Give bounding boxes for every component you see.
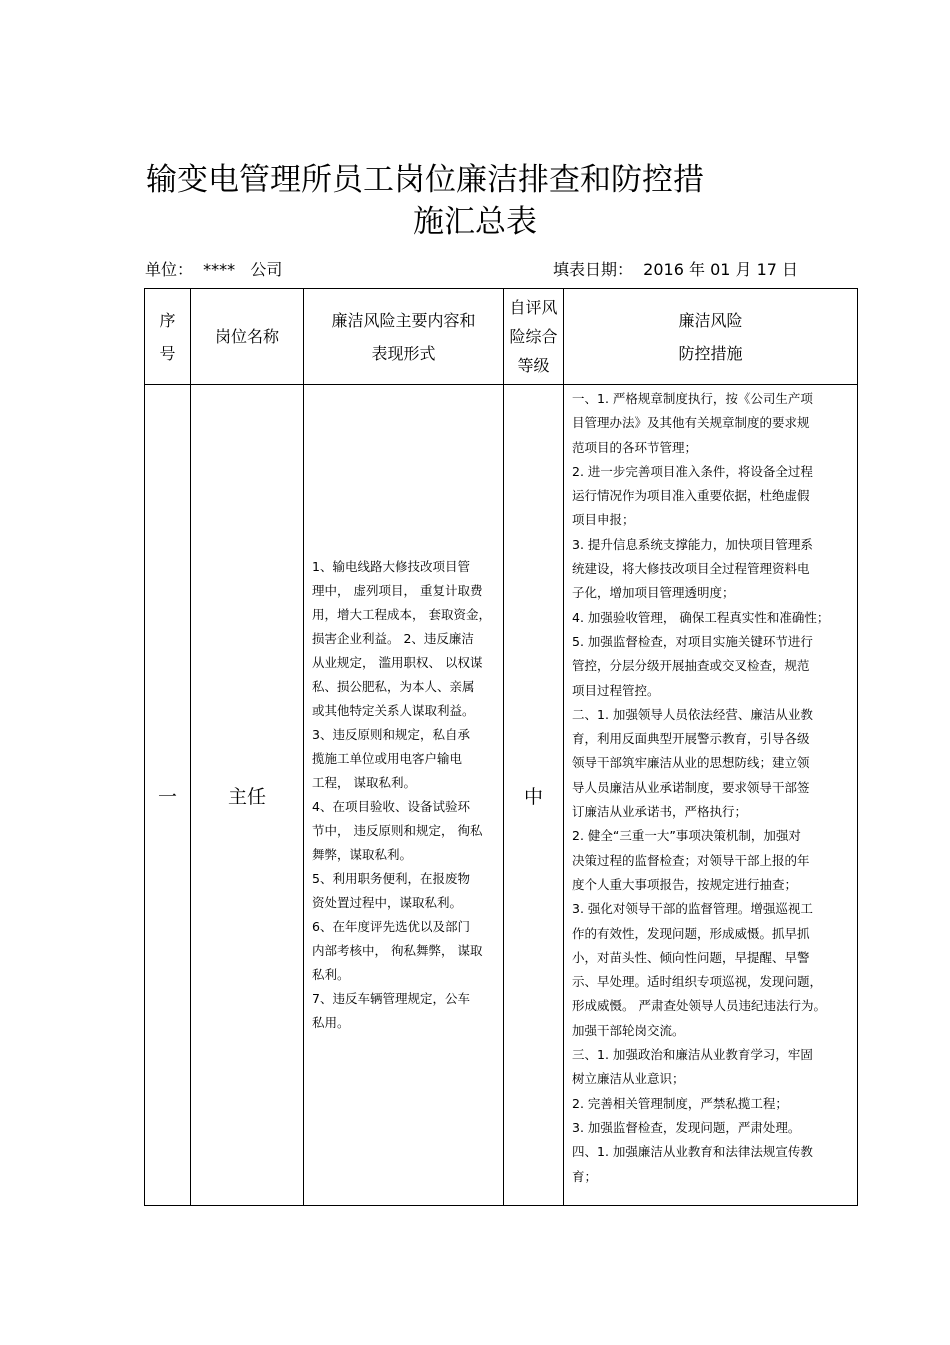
risk-text-line: 4、在项目验收、设备试验环 — [312, 799, 470, 814]
row-measures — [564, 385, 858, 1206]
fill-date-label: 填表日期： 2016 年 01 月 17 日 — [553, 260, 799, 279]
header-measures: 廉洁风险 防控措施 — [564, 289, 858, 385]
measure-text-line: 2. 进一步完善项目准入条件，将设备全过程 — [572, 463, 813, 479]
measure-text-line: 作的有效性，发现问题，形成威慑。抓早抓 — [572, 925, 810, 941]
risk-text-line: 7、违反车辆管理规定，公车 — [312, 991, 470, 1006]
risk-text-line: 损害企业利益。 2、违反廉洁 — [312, 631, 474, 646]
measure-text-line: 运行情况作为项目准入重要依据，杜绝虚假 — [572, 488, 810, 504]
risk-text-line: 1、输电线路大修技改项目管 — [312, 559, 470, 574]
measure-text-line: 四、1. 加强廉洁从业教育和法律法规宣传教 — [572, 1144, 813, 1160]
measure-text-line: 项目申报； — [572, 512, 635, 528]
measure-text-line: 范项目的各环节管理； — [572, 439, 698, 455]
measure-text-line: 决策过程的监督检查；对领导干部上报的年 — [572, 852, 810, 868]
header-risk-content: 廉洁风险主要内容和 表现形式 — [304, 289, 504, 385]
measure-text-line: 2. 健全“三重一大”事项决策机制，加强对 — [572, 828, 801, 844]
measure-text-line: 2. 完善相关管理制度，严禁私揽工程； — [572, 1095, 788, 1111]
risk-text-line: 用，增大工程成本， 套取资金， — [312, 607, 491, 622]
table-header-row — [145, 289, 858, 385]
measure-text-line: 管控，分层分级开展抽查或交叉检查，规范 — [572, 658, 810, 674]
measure-text-line: 导人员廉洁从业承诺制度，要求领导干部签 — [572, 779, 810, 795]
measure-text-line: 3. 提升信息系统支撑能力，加快项目管理系 — [572, 536, 813, 552]
risk-text-line: 内部考核中， 徇私舞弊， 谋取 — [312, 943, 483, 958]
document-title-line-2: 施汇总表 — [413, 204, 537, 240]
measure-text-line: 订廉洁从业承诺书，严格执行； — [572, 804, 748, 820]
unit-label: 单位： **** 公司 — [145, 260, 283, 279]
measure-text-line: 5. 加强监督检查，对项目实施关键环节进行 — [572, 633, 813, 649]
measure-text-line: 子化，增加项目管理透明度； — [572, 585, 735, 601]
measure-text-line: 3. 加强监督检查，发现问题，严肃处理。 — [572, 1119, 801, 1135]
risk-text-line: 私、损公肥私，为本人、亲属 — [312, 679, 475, 694]
measure-text-line: 示、早处理。适时组织专项巡视，发现问题， — [572, 974, 823, 990]
row-seq: 一 — [145, 385, 191, 1206]
measure-text-line: 目管理办法》及其他有关规章制度的要求规 — [572, 415, 810, 431]
measure-text-line: 3. 强化对领导干部的监督管理。增强巡视工 — [572, 901, 813, 917]
measure-text-line: 统建设，将大修技改项目全过程管理资料电 — [572, 561, 810, 577]
risk-text-line: 私利。 — [312, 967, 350, 982]
risk-text-line: 6、在年度评先选优以及部门 — [312, 919, 470, 934]
measure-text-line: 加强干部轮岗交流。 — [572, 1022, 685, 1038]
measure-text-line: 项目过程管控。 — [572, 682, 660, 698]
risk-text-line: 从业规定， 滥用职权、 以权谋 — [312, 655, 483, 670]
risk-text-line: 5、利用职务便利，在报废物 — [312, 871, 470, 886]
measure-text-line: 小，对苗头性、倾向性问题，早提醒、早警 — [572, 949, 810, 965]
measure-text-line: 4. 加强验收管理， 确保工程真实性和准确性； — [572, 609, 830, 625]
risk-text-line: 工程， 谋取私利。 — [312, 775, 416, 790]
measure-text-line: 形成威慑。 严肃查处领导人员违纪违法行为。 — [572, 998, 826, 1014]
measure-text-line: 三、1. 加强政治和廉洁从业教育学习，牢固 — [572, 1047, 813, 1063]
risk-text-line: 私用。 — [312, 1015, 350, 1030]
document-title-line-1: 输变电管理所员工岗位廉洁排查和防控措 — [146, 162, 704, 198]
header-post-name: 岗位名称 — [191, 289, 304, 385]
header-risk-level: 自评风 险综合 等级 — [504, 289, 564, 385]
row-post-name: 主任 — [191, 385, 304, 1206]
row-risk-level: 中 — [504, 385, 564, 1206]
measure-text-line: 育，利用反面典型开展警示教育，引导各级 — [572, 731, 810, 747]
risk-text-line: 揽施工单位或用电客户输电 — [312, 751, 463, 766]
measure-text-line: 一、1. 严格规章制度执行，按《公司生产项 — [572, 391, 813, 406]
risk-text-line: 舞弊，谋取私利。 — [312, 847, 413, 862]
measure-text-line: 领导干部筑牢廉洁从业的思想防线；建立领 — [572, 755, 810, 771]
measure-text-line: 育； — [572, 1168, 598, 1184]
risk-text-line: 或其他特定关系人谋取利益。 — [312, 703, 475, 718]
risk-table — [144, 288, 858, 1206]
measure-text-line: 度个人重大事项报告，按规定进行抽查； — [572, 876, 798, 892]
risk-text-line: 节中， 违反原则和规定， 徇私 — [312, 823, 483, 838]
risk-text-line: 3、违反原则和规定，私自承 — [312, 727, 470, 742]
table-row — [145, 385, 858, 1206]
header-seq: 序 号 — [145, 289, 191, 385]
risk-text-line: 理中， 虚列项目， 重复计取费 — [312, 583, 483, 598]
measure-text-line: 二、1. 加强领导人员依法经营、廉洁从业教 — [572, 706, 813, 722]
risk-text-line: 资处置过程中，谋取私利。 — [312, 895, 463, 910]
row-risk-content — [304, 385, 504, 1206]
measure-text-line: 树立廉洁从业意识； — [572, 1071, 685, 1087]
